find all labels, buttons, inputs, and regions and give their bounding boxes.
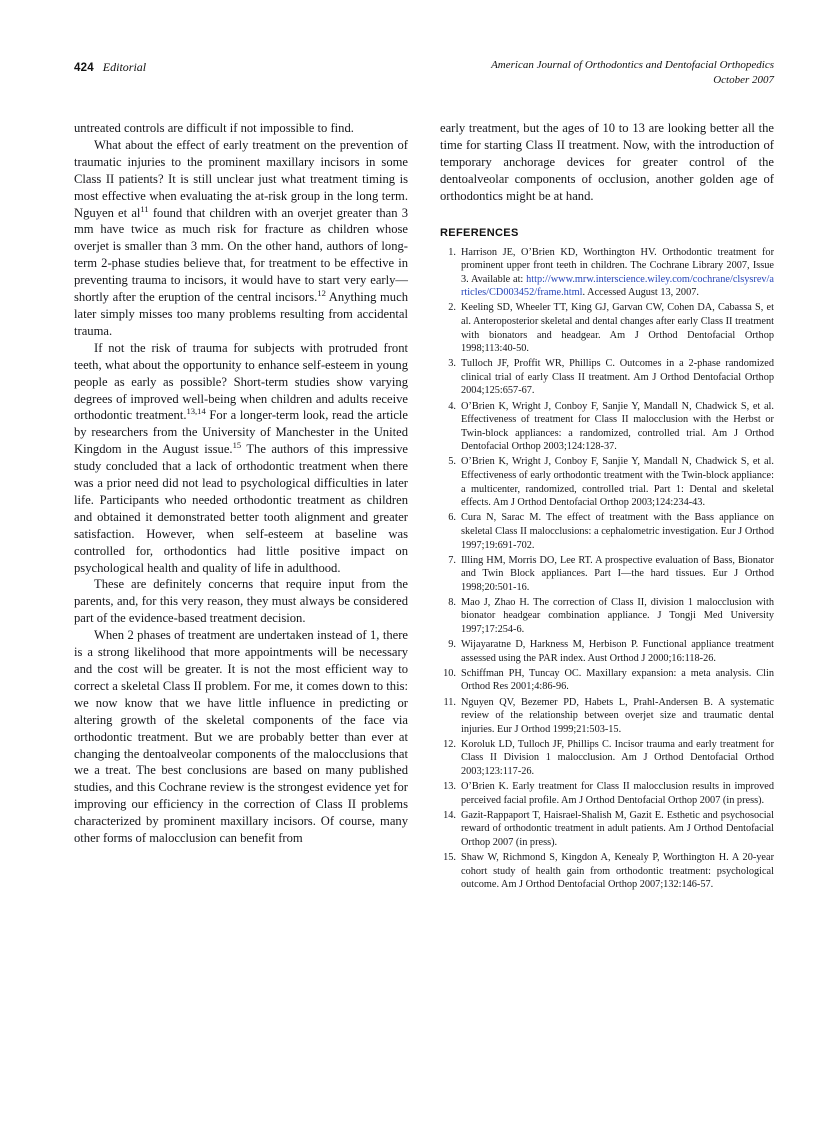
reference-item: [440, 554, 774, 595]
reference-item: [440, 638, 774, 665]
reference-item: [440, 455, 774, 509]
paragraph-text-segment: found that children with an overjet greater than 3 mm have twice as much risk for fracture as children whose overjet is smaller than 3 mm. On the other hand, authors of long-term 2-phase studies believe that, for treatment to be effective in preventing trauma to incisors, it would have to start very early—shortly after the eruption of the central incisors.: [74, 205, 408, 305]
body-paragraph: early treatment, but the ages of 10 to 13 are looking better all the time for starting Class II treatment. Now, with the introduction of temporary anchorage devices for greater control of the dentoalveolar components of occlusion, another golden age of orthodontics might be at hand.: [440, 121, 774, 203]
body-paragraph: untreated controls are difficult if not impossible to find.: [74, 121, 354, 135]
reference-superscript: 15: [232, 440, 242, 451]
reference-superscript: 12: [317, 287, 326, 298]
reference-item: [440, 400, 774, 454]
reference-superscript: 11: [140, 203, 149, 214]
journal-issue-date: October 2007: [713, 73, 774, 86]
paragraph-text-segment: If not the risk of trauma for subjects with protruded front teeth, what about the opportunity to enhance self-esteem in young people as early as possible? Short-term studies show varying degrees of improved well-being when children and adults receive orthodontic treatment.: [74, 340, 408, 423]
left-column: [74, 120, 408, 893]
reference-text-segment: . Accessed August 13, 2007.: [582, 287, 699, 299]
reference-superscript: 13,14: [186, 406, 206, 417]
reference-text: Mao J, Zhao H. The correction of Class II, division 1 malocclusion with bionator headgear combination appliance. J Tongji Med University 1997;17:254-6.: [461, 596, 774, 636]
paragraph-text-segment: The authors of this impressive study concluded that a lack of orthodontic treatment when there was a prior need did not lead to psychological difficulties in later life. Participants who needed orthodontic treatment as children and obtained it demonstrated better tooth alignment and greater satisfaction. However, when self-esteem at baseline was controlled for, orthodontics had little positive impact on psychological health and quality of life in adulthood.: [74, 442, 408, 575]
running-head: [74, 58, 774, 87]
right-column: [440, 120, 774, 893]
references-heading: REFERENCES: [440, 226, 519, 239]
reference-text: Tulloch JF, Proffit WR, Phillips C. Outcomes in a 2-phase randomized clinical trial of early Class II treatment. Am J Orthod Dentofacial Orthop 2004;125:657-67.: [461, 358, 774, 397]
reference-item: [440, 809, 774, 850]
body-paragraph: [74, 340, 408, 577]
reference-item: [440, 357, 774, 398]
reference-text: [461, 246, 774, 300]
references-list: [440, 246, 774, 892]
reference-item: [440, 780, 774, 807]
paragraph-text-segment: For a longer-term look, read the article by researchers from the University of Manchester in the United Kingdom in the August issue.: [74, 408, 408, 457]
reference-text: Cura N, Sarac M. The effect of treatment with the Bass appliance on skeletal Class II malocclusions: a cephalometric investigation. Eur J Orthod 1997;19:691-702.: [461, 512, 774, 551]
running-head-left: [74, 58, 146, 76]
body-paragraph: When 2 phases of treatment are undertaken instead of 1, there is a strong likelihood that more appointments will be necessary and the cost will be greater. It is not the most efficient way to correct a skeletal Class II problem. For me, it comes down to this: we now know that we have little influence in predicting or altering growth of the skeletal components of the face via orthodontic treatment. But we are probably better than ever at changing the dentoalveolar components of the malocclusions that we a treat. The best conclusions are based on many published studies, and this Cochrane review is the strongest evidence yet for improving our efficiency in the correction of Class II problems characterized by prominent maxillary incisors. Of course, many other forms of malocclusion can benefit from: [74, 628, 408, 846]
two-column-body: [74, 120, 774, 893]
reference-text: Gazit-Rappaport T, Haisrael-Shalish M, Gazit E. Esthetic and psychosocial reward of orthodontic treatment in adult patients. Am J Orthod Dentofacial Orthop 2007 (in press).: [461, 809, 774, 848]
reference-text: Nguyen QV, Bezemer PD, Habets L, Prahl-Andersen B. A systematic review of the relationship between overjet size and traumatic dental injuries. Eur J Orthod 1999;21:503-15.: [461, 696, 774, 735]
reference-text: Illing HM, Morris DO, Lee RT. A prospective evaluation of Bass, Bionator and Twin Block appliances. Part I—the hard tissues. Eur J Orthod 1998;20:501-16.: [461, 554, 774, 593]
reference-text: O’Brien K. Early treatment for Class II malocclusion results in improved perceived facial profile. Am J Orthod Dentofacial Orthop 2007 (in press).: [461, 781, 774, 806]
reference-item: [440, 596, 774, 637]
reference-text-segment: Harrison JE, O’Brien KD, Worthington HV. Orthodontic treatment for prominent upper front teeth in children. The Cochrane Library 2007, Issue 3. Available at:: [461, 246, 774, 285]
paragraph-text-segment: What about the effect of early treatment on the prevention of traumatic injuries to the prominent maxillary incisors in some Class II patients? It is still unclear just what treatment timing is most effective when evaluating the at-risk group in the long term. Nguyen et al: [74, 137, 408, 220]
reference-text: Wijayaratne D, Harkness M, Herbison P. Functional appliance treatment assessed using the PAR index. Aust Orthod J 2000;16:118-26.: [461, 639, 774, 664]
journal-title-line: American Journal of Orthodontics and Dentofacial Orthopedics: [491, 59, 774, 71]
reference-item: [440, 851, 774, 892]
reference-item: [440, 738, 774, 779]
running-head-section: Editorial: [102, 60, 147, 74]
body-paragraph: These are definitely concerns that require input from the parents, and, for this very reason, they must always be considered part of the evidence-based treatment decision.: [74, 577, 408, 626]
reference-item: [440, 667, 774, 694]
reference-text: O’Brien K, Wright J, Conboy F, Sanjie Y, Mandall N, Chadwick S, et al. Effectiveness of early orthodontic treatment with the Twin-block appliance: a multicenter, randomized, controlled trial. Part 1: Dental and skeletal effects. Am J Orthod Dentofacial Orthop 2003;124:234-43.: [461, 456, 774, 509]
reference-text: Keeling SD, Wheeler TT, King GJ, Garvan CW, Cohen DA, Cabassa S, et al. Anteroposterior skeletal and dental changes after early Class II treatment with bionators and headgear. Am J Orthod Dentofacial Orthop 1998;113:40-50.: [461, 302, 774, 355]
reference-text: Shaw W, Richmond S, Kingdon A, Kenealy P, Worthington H. A 20-year cohort study of health gain from orthodontic treatment: psychological outcome. Am J Orthod Dentofacial Orthop 2007;132:146-57.: [461, 852, 774, 891]
reference-url-link[interactable]: http://www.mrw.interscience.wiley.com/cochrane/clsysrev/articles/CD003452/frame.html: [461, 273, 774, 299]
body-paragraph: [74, 137, 408, 340]
running-head-journal: [491, 58, 774, 87]
reference-item: [440, 511, 774, 552]
reference-text: O’Brien K, Wright J, Conboy F, Sanjie Y, Mandall N, Chadwick S, et al. Effectiveness of treatment for Class II malocclusion with the Herbst or Twin-block appliances: a randomized, controlled trial. Am J Orthod Dentofacial Orthop 2003;124:128-37.: [461, 400, 774, 453]
reference-item: [440, 301, 774, 355]
page-folio-number: 424: [74, 62, 94, 74]
reference-item: [440, 246, 774, 300]
reference-text: Koroluk LD, Tulloch JF, Phillips C. Incisor trauma and early treatment for Class II Division 1 malocclusion. Am J Orthod Dentofacial Orthod 2003;123:117-26.: [461, 738, 774, 777]
reference-text: Schiffman PH, Tuncay OC. Maxillary expansion: a meta analysis. Clin Orthod Res 2001;4:86-96.: [461, 667, 774, 693]
reference-item: [440, 696, 774, 737]
paragraph-text-segment: Anything much later simply misses too many problems resulting from accidental trauma.: [74, 290, 408, 338]
